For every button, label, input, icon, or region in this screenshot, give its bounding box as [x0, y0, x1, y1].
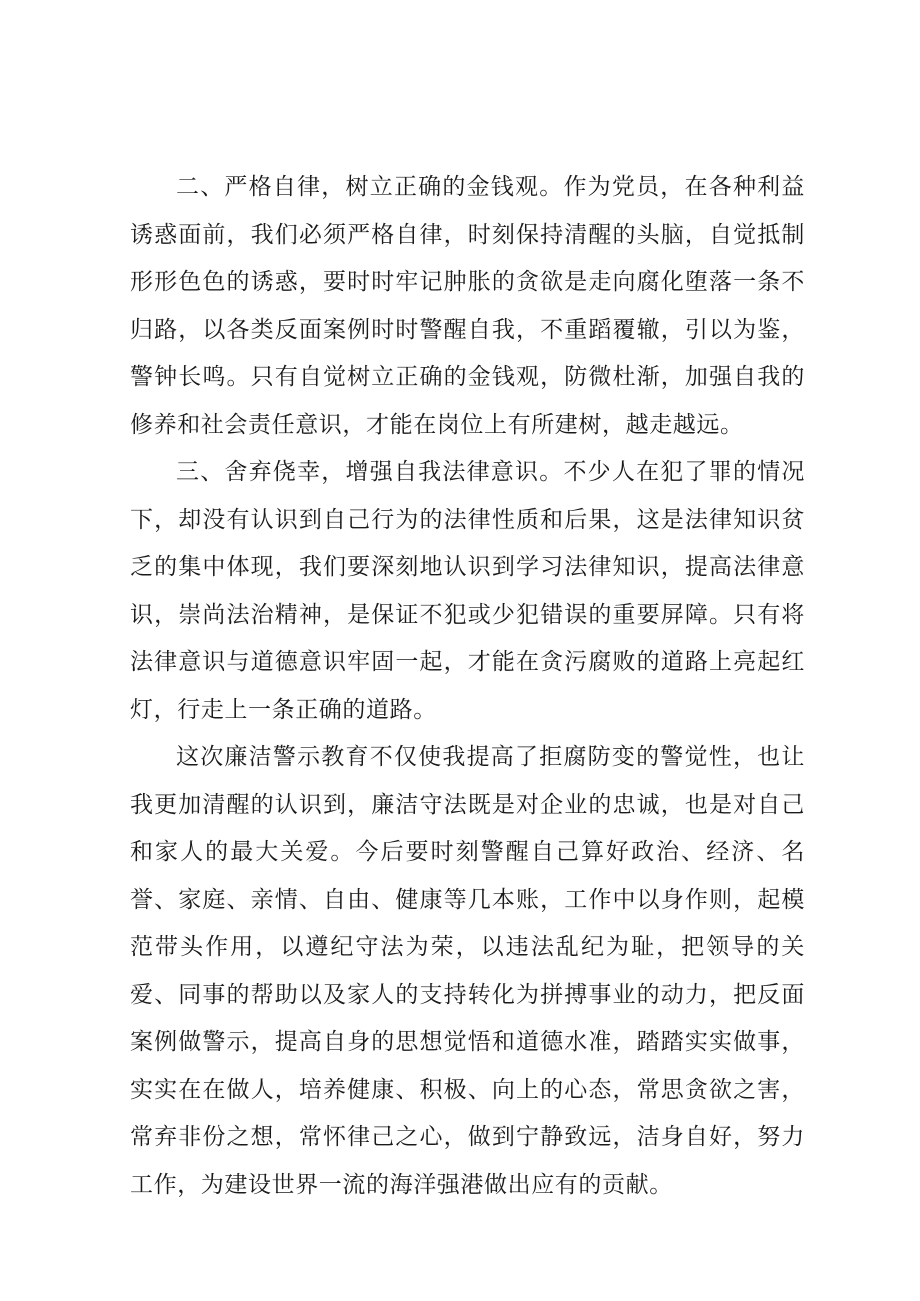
document-body: [130, 164, 805, 1209]
paragraph-legal-awareness: 三、舍弃侥幸，增强自我法律意识。不少人在犯了罪的情况下，却没有认识到自己行为的法律性质和后果，这是法律知识贫乏的集中体现，我们要深刻地认识到学习法律知识，提高法律意识，崇尚法治精神，是保证不犯或少犯错误的重要屏障。只有将法律意识与道德意识牢固一起，才能在贪污腐败的道路上亮起红灯，行走上一条正确的道路。: [130, 459, 805, 723]
paragraph-conclusion: 这次廉洁警示教育不仅使我提高了拒腐防变的警觉性，也让我更加清醒的认识到，廉洁守法既是对企业的忠诚，也是对自己和家人的最大关爱。今后要时刻警醒自己算好政治、经济、名誉、家庭、亲情、自由、健康等几本账，工作中以身作则，起模范带头作用，以遵纪守法为荣，以违法乱纪为耻，把领导的关爱、同事的帮助以及家人的支持转化为拼搏事业的动力，把反面案例做警示，提高自身的思想觉悟和道德水准，踏踏实实做事，实实在在做人，培养健康、积极、向上的心态，常思贪欲之害，常弃非份之想，常怀律己之心，做到宁静致远，洁身自好，努力工作，为建设世界一流的海洋强港做出应有的贡献。: [130, 744, 805, 1198]
paragraph-strict-self-discipline: 二、严格自律，树立正确的金钱观。作为党员，在各种利益诱惑面前，我们必须严格自律，时刻保持清醒的头脑，自觉抵制形形色色的诱惑，要时时牢记肿胀的贪欲是走向腐化堕落一条不归路，以各类反面案例时时警醒自我，不重蹈覆辙，引以为鉴，警钟长鸣。只有自觉树立正确的金钱观，防微杜渐，加强自我的修养和社会责任意识，才能在岗位上有所建树，越走越远。: [130, 174, 805, 438]
